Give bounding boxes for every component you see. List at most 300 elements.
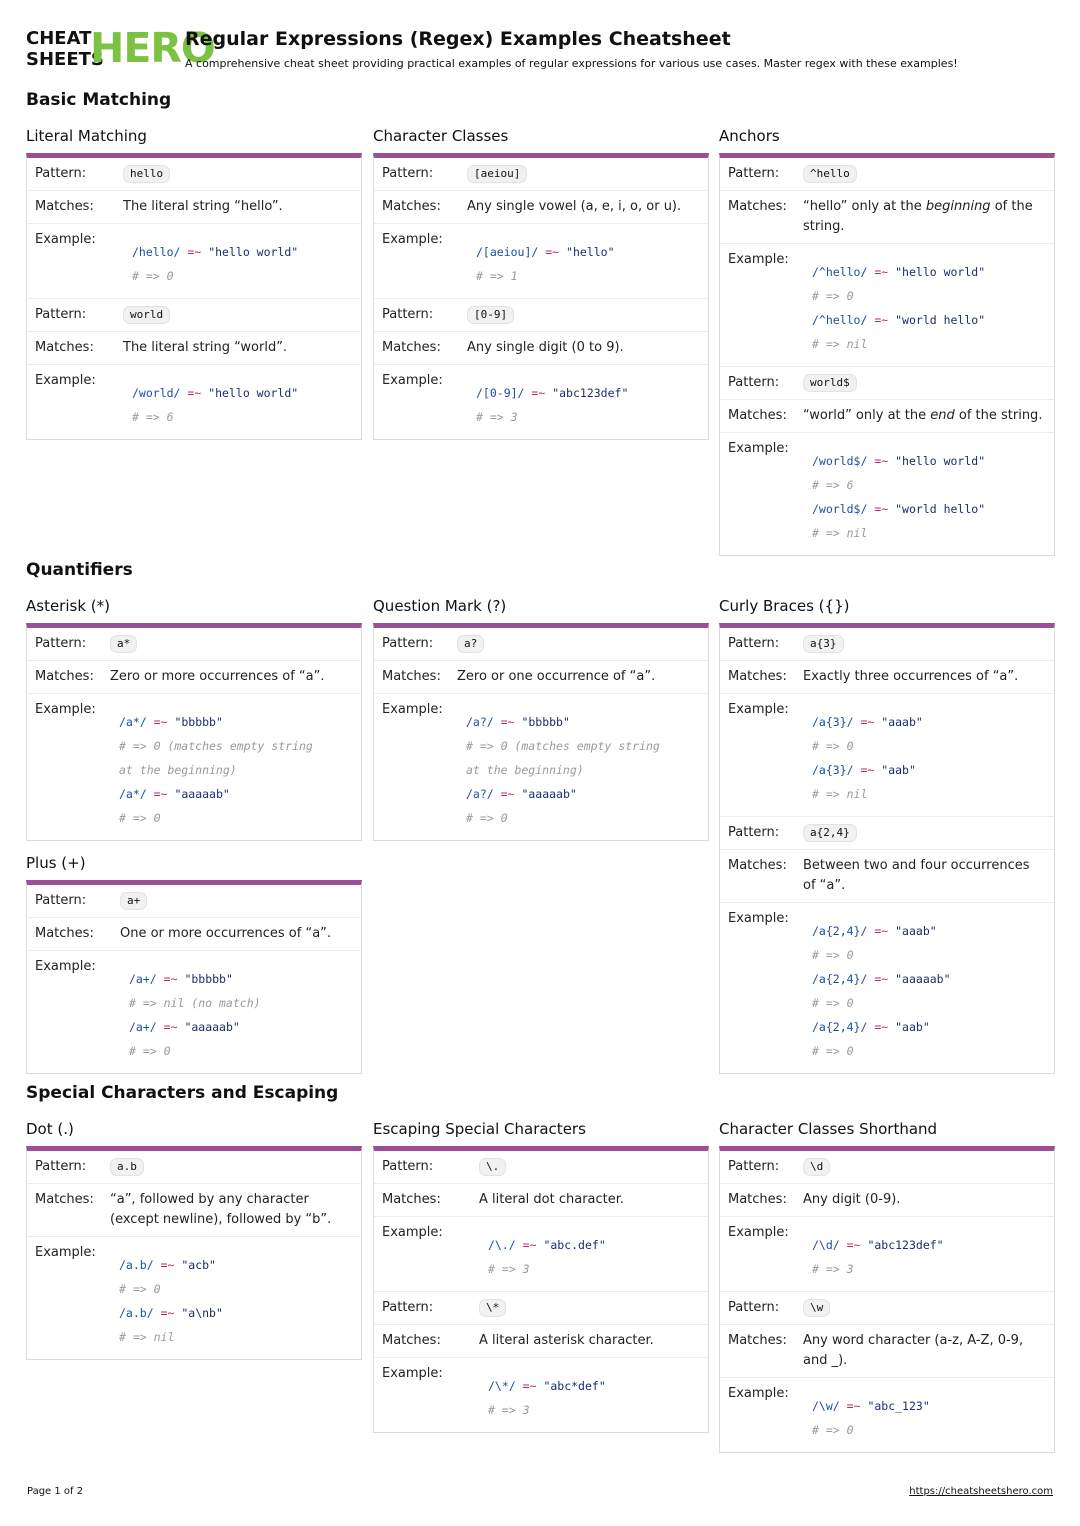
pattern-row — [720, 1291, 1054, 1324]
example-comment-line: # => 6 — [132, 410, 174, 424]
card-body — [26, 880, 362, 1074]
pattern-code[interactable]: [0-9] — [467, 306, 514, 324]
card-title: Character Classes Shorthand — [719, 1120, 938, 1138]
pattern-code[interactable]: ^hello — [803, 165, 857, 183]
card-body — [373, 1146, 709, 1433]
test-string: "aaaaab" — [174, 787, 230, 801]
match-operator: =~ — [874, 313, 889, 327]
card-body — [26, 1146, 362, 1360]
example-comment-line: # => 0 — [812, 996, 854, 1010]
match-operator: =~ — [531, 386, 546, 400]
example-comment-line: # => nil — [119, 1330, 175, 1344]
regex-literal: /a*/ — [119, 715, 147, 729]
site-link[interactable]: https://cheatsheetshero.com — [909, 1486, 1053, 1497]
regex-literal: /[aeiou]/ — [476, 245, 539, 259]
matches-text: A literal dot character. — [479, 1192, 625, 1207]
pattern-label: Pattern: — [35, 1159, 87, 1174]
example-row — [720, 1377, 1054, 1452]
match-operator: =~ — [874, 502, 889, 516]
example-code-line — [812, 762, 1046, 778]
test-string: "aaaaab" — [521, 787, 577, 801]
example-comment-line: # => 0 — [129, 1044, 171, 1058]
match-operator: =~ — [500, 787, 515, 801]
matches-row — [27, 1183, 361, 1236]
example-code-block — [803, 714, 1046, 802]
example-row — [720, 243, 1054, 366]
example-label: Example: — [728, 441, 789, 456]
regex-literal: /a{2,4}/ — [812, 924, 868, 938]
pattern-value — [479, 1298, 700, 1318]
pattern-code[interactable]: \* — [479, 1299, 506, 1317]
example-row — [374, 693, 708, 840]
matches-text: A literal asterisk character. — [479, 1333, 654, 1348]
example-row — [374, 1216, 708, 1291]
matches-row — [374, 660, 708, 693]
example-comment-line: at the beginning) — [119, 763, 237, 777]
example-code-line — [132, 385, 353, 401]
matches-text: Zero or one occurrence of “a”. — [457, 669, 656, 684]
page-title: Regular Expressions (Regex) Examples Cheatsheet — [185, 28, 731, 50]
matches-row — [374, 190, 708, 223]
pattern-label: Pattern: — [728, 1300, 780, 1315]
pattern-code[interactable]: a{3} — [803, 635, 844, 653]
matches-row — [27, 917, 361, 950]
pattern-row — [374, 298, 708, 331]
example-code-block — [803, 264, 1046, 352]
pattern-code[interactable]: a? — [457, 635, 484, 653]
pattern-value — [120, 891, 353, 911]
card-dot — [26, 1118, 362, 1360]
match-operator: =~ — [846, 1399, 861, 1413]
match-operator: =~ — [163, 1020, 178, 1034]
match-operator: =~ — [163, 972, 178, 986]
example-code-line — [812, 453, 1046, 469]
example-code-line — [129, 1019, 353, 1035]
example-code-line — [812, 971, 1046, 987]
regex-literal: /a{2,4}/ — [812, 972, 868, 986]
matches-text: Exactly three occurrences of “a”. — [803, 669, 1019, 684]
example-row — [27, 693, 361, 840]
match-operator: =~ — [160, 1306, 175, 1320]
matches-label: Matches: — [35, 1192, 94, 1207]
matches-row — [374, 331, 708, 364]
example-comment-line: # => 3 — [476, 410, 518, 424]
matches-row — [27, 331, 361, 364]
example-comment-line: # => nil — [812, 526, 868, 540]
card-escaping — [373, 1118, 709, 1433]
example-code-block — [110, 1257, 353, 1345]
regex-literal: /world$/ — [812, 454, 868, 468]
regex-literal: /a{3}/ — [812, 715, 854, 729]
regex-literal: /\./ — [488, 1238, 516, 1252]
example-row — [27, 364, 361, 439]
example-comment-line: # => 1 — [476, 269, 518, 283]
example-code-line — [812, 1398, 1046, 1414]
test-string: "bbbbb" — [184, 972, 233, 986]
card-title: Asterisk (*) — [26, 597, 110, 615]
matches-text: Any single vowel (a, e, i, o, or u). — [467, 199, 682, 214]
example-code-block — [120, 971, 353, 1059]
example-code-line — [132, 244, 353, 260]
pattern-label: Pattern: — [728, 166, 780, 181]
pattern-row — [27, 885, 361, 917]
match-operator: =~ — [522, 1238, 537, 1252]
regex-literal: /world/ — [132, 386, 181, 400]
card-title: Literal Matching — [26, 127, 147, 145]
example-code-block — [803, 453, 1046, 541]
matches-label: Matches: — [728, 199, 787, 214]
example-comment-line: # => 0 — [812, 739, 854, 753]
pattern-code[interactable]: hello — [123, 165, 170, 183]
test-string: "abc123def" — [867, 1238, 944, 1252]
pattern-row — [720, 816, 1054, 849]
example-label: Example: — [35, 959, 96, 974]
matches-label: Matches: — [728, 858, 787, 873]
matches-text — [803, 197, 1046, 237]
regex-literal: /a*/ — [119, 787, 147, 801]
example-code-block — [479, 1378, 700, 1418]
example-code-line — [812, 1237, 1046, 1253]
pattern-row — [720, 158, 1054, 190]
example-row — [720, 432, 1054, 555]
test-string: "abc.def" — [543, 1238, 606, 1252]
test-string: "hello world" — [895, 454, 986, 468]
matches-text: The literal string “world”. — [123, 340, 288, 355]
test-string: "aab" — [881, 763, 916, 777]
card-body — [373, 153, 709, 440]
test-string: "aaaaab" — [895, 972, 951, 986]
example-code-line — [119, 714, 353, 730]
test-string: "abc123def" — [552, 386, 629, 400]
pattern-value — [457, 634, 700, 654]
pattern-code[interactable]: \. — [479, 1158, 506, 1176]
example-label: Example: — [382, 702, 443, 717]
card-title: Dot (.) — [26, 1120, 74, 1138]
regex-literal: /[0-9]/ — [476, 386, 525, 400]
pattern-value — [803, 823, 1046, 843]
matches-row — [27, 190, 361, 223]
matches-row — [720, 190, 1054, 243]
example-comment-line: # => nil — [812, 337, 868, 351]
example-code-line — [129, 971, 353, 987]
example-comment-line: # => 0 — [812, 948, 854, 962]
regex-literal: /\d/ — [812, 1238, 840, 1252]
example-code-line — [466, 714, 700, 730]
matches-row — [720, 399, 1054, 432]
pattern-code[interactable]: world — [123, 306, 170, 324]
example-code-block — [803, 1398, 1046, 1438]
pattern-value — [803, 1298, 1046, 1318]
regex-literal: /a{3}/ — [812, 763, 854, 777]
match-operator: =~ — [160, 1258, 175, 1272]
example-label: Example: — [35, 232, 96, 247]
matches-row — [720, 1183, 1054, 1216]
example-comment-line: # => 6 — [812, 478, 854, 492]
example-row — [374, 223, 708, 298]
match-operator: =~ — [545, 245, 560, 259]
example-code-line — [488, 1378, 700, 1394]
card-anchors — [719, 125, 1055, 556]
example-label: Example: — [728, 911, 789, 926]
pattern-label: Pattern: — [35, 893, 87, 908]
example-comment-line: # => 3 — [488, 1262, 530, 1276]
matches-label: Matches: — [35, 199, 94, 214]
example-code-block — [479, 1237, 700, 1277]
regex-literal: /^hello/ — [812, 313, 868, 327]
matches-row — [27, 660, 361, 693]
pattern-row — [374, 628, 708, 660]
regex-literal: /a.b/ — [119, 1258, 154, 1272]
pattern-label: Pattern: — [35, 307, 87, 322]
example-row — [374, 364, 708, 439]
test-string: "aab" — [895, 1020, 930, 1034]
example-label: Example: — [35, 702, 96, 717]
pattern-row — [374, 158, 708, 190]
match-operator: =~ — [187, 245, 202, 259]
match-operator: =~ — [874, 924, 889, 938]
example-code-line — [476, 244, 700, 260]
matches-label: Matches: — [728, 669, 787, 684]
pattern-label: Pattern: — [728, 825, 780, 840]
pattern-code[interactable]: world$ — [803, 374, 857, 392]
pattern-code[interactable]: \d — [803, 1158, 830, 1176]
match-operator: =~ — [874, 972, 889, 986]
example-comment-line: at the beginning) — [466, 763, 584, 777]
regex-literal: /^hello/ — [812, 265, 868, 279]
match-operator: =~ — [153, 787, 168, 801]
test-string: "world hello" — [895, 502, 986, 516]
matches-label: Matches: — [382, 669, 441, 684]
example-comment-line: # => 3 — [812, 1262, 854, 1276]
example-comment-line: # => 3 — [488, 1403, 530, 1417]
example-code-line — [466, 786, 700, 802]
matches-label: Matches: — [382, 199, 441, 214]
regex-literal: /a?/ — [466, 715, 494, 729]
example-row — [27, 223, 361, 298]
match-operator: =~ — [500, 715, 515, 729]
matches-text: “a”, followed by any character (except newline), followed by “b”. — [110, 1192, 332, 1227]
test-string: "a\nb" — [181, 1306, 223, 1320]
example-label: Example: — [728, 702, 789, 717]
matches-row — [720, 660, 1054, 693]
example-comment-line: # => 0 — [812, 1044, 854, 1058]
section-title-special-characters: Special Characters and Escaping — [26, 1083, 339, 1103]
matches-text-post: of the string. — [803, 199, 1033, 234]
example-code-block — [123, 385, 353, 425]
example-label: Example: — [382, 373, 443, 388]
logo-hero: HERO — [90, 24, 215, 72]
pattern-label: Pattern: — [382, 307, 434, 322]
example-code-line — [812, 923, 1046, 939]
matches-text-pre: “world” only at the — [803, 408, 931, 423]
regex-literal: /a+/ — [129, 1020, 157, 1034]
example-label: Example: — [382, 232, 443, 247]
matches-text: Zero or more occurrences of “a”. — [110, 669, 325, 684]
regex-literal: /\w/ — [812, 1399, 840, 1413]
regex-literal: /hello/ — [132, 245, 181, 259]
card-title: Escaping Special Characters — [373, 1120, 586, 1138]
matches-text — [803, 406, 1046, 426]
example-row — [720, 902, 1054, 1073]
test-string: "abc_123" — [867, 1399, 930, 1413]
pattern-label: Pattern: — [382, 636, 434, 651]
matches-text-post: of the string. — [954, 408, 1043, 423]
matches-label: Matches: — [728, 1192, 787, 1207]
card-asterisk — [26, 595, 362, 841]
example-code-block — [803, 1237, 1046, 1277]
pattern-label: Pattern: — [728, 636, 780, 651]
card-character-classes — [373, 125, 709, 440]
card-title: Curly Braces ({}) — [719, 597, 850, 615]
matches-text-emphasis: end — [930, 408, 955, 423]
pattern-value — [479, 1157, 700, 1177]
matches-row — [374, 1183, 708, 1216]
regex-literal: /a?/ — [466, 787, 494, 801]
matches-text: Any digit (0-9). — [803, 1192, 901, 1207]
example-comment-line: # => nil (no match) — [129, 996, 261, 1010]
example-comment-line: # => 0 (matches empty string — [119, 739, 313, 753]
example-label: Example: — [382, 1225, 443, 1240]
pattern-row — [374, 1291, 708, 1324]
card-curly-braces — [719, 595, 1055, 1074]
matches-label: Matches: — [35, 340, 94, 355]
match-operator: =~ — [874, 265, 889, 279]
pattern-label: Pattern: — [728, 1159, 780, 1174]
card-body — [719, 1146, 1055, 1453]
matches-row — [720, 1324, 1054, 1377]
pattern-value — [110, 634, 353, 654]
match-operator: =~ — [874, 1020, 889, 1034]
card-plus — [26, 852, 362, 1074]
example-comment-line: # => 0 — [132, 269, 174, 283]
match-operator: =~ — [187, 386, 202, 400]
example-code-line — [119, 1305, 353, 1321]
example-comment-line: # => 0 — [812, 289, 854, 303]
example-row — [720, 1216, 1054, 1291]
example-code-line — [488, 1237, 700, 1253]
pattern-value — [123, 305, 353, 325]
card-question-mark — [373, 595, 709, 841]
match-operator: =~ — [860, 715, 875, 729]
example-code-line — [812, 264, 1046, 280]
pattern-code[interactable]: \w — [803, 1299, 830, 1317]
example-code-line — [812, 714, 1046, 730]
logo-line-sheets: SHEETS — [26, 49, 104, 70]
example-row — [27, 950, 361, 1073]
matches-label: Matches: — [35, 926, 94, 941]
example-code-block — [110, 714, 353, 826]
pattern-value — [467, 305, 700, 325]
pattern-row — [27, 1151, 361, 1183]
matches-text-emphasis: beginning — [925, 199, 991, 214]
matches-label: Matches: — [35, 669, 94, 684]
matches-label: Matches: — [728, 1333, 787, 1348]
pattern-code[interactable]: a{2,4} — [803, 824, 857, 842]
test-string: "aaab" — [881, 715, 923, 729]
example-code-line — [812, 501, 1046, 517]
pattern-row — [27, 628, 361, 660]
pattern-row — [720, 1151, 1054, 1183]
match-operator: =~ — [153, 715, 168, 729]
test-string: "hello world" — [208, 245, 299, 259]
example-code-block — [457, 714, 700, 826]
section-title-basic-matching: Basic Matching — [26, 90, 172, 110]
pattern-value — [123, 164, 353, 184]
matches-text: Between two and four occurrences of “a”. — [803, 858, 1030, 893]
card-body — [719, 153, 1055, 556]
match-operator: =~ — [860, 763, 875, 777]
example-row — [27, 1236, 361, 1359]
example-code-line — [119, 1257, 353, 1273]
test-string: "bbbbb" — [521, 715, 570, 729]
card-title: Anchors — [719, 127, 780, 145]
example-code-line — [812, 312, 1046, 328]
example-code-block — [467, 244, 700, 284]
example-label: Example: — [728, 1225, 789, 1240]
example-comment-line: # => nil — [812, 787, 868, 801]
example-label: Example: — [382, 1366, 443, 1381]
pattern-value — [803, 164, 1046, 184]
example-comment-line: # => 0 — [119, 1282, 161, 1296]
card-literal-matching — [26, 125, 362, 440]
pattern-label: Pattern: — [728, 375, 780, 390]
matches-label: Matches: — [382, 1192, 441, 1207]
test-string: "hello world" — [895, 265, 986, 279]
regex-literal: /world$/ — [812, 502, 868, 516]
match-operator: =~ — [874, 454, 889, 468]
card-body — [26, 153, 362, 440]
card-title: Question Mark (?) — [373, 597, 507, 615]
matches-label: Matches: — [382, 1333, 441, 1348]
pattern-code[interactable]: a.b — [110, 1158, 144, 1176]
pattern-value — [803, 634, 1046, 654]
example-comment-line: # => 0 — [119, 811, 161, 825]
pattern-code[interactable]: [aeiou] — [467, 165, 527, 183]
matches-row — [374, 1324, 708, 1357]
example-code-block — [803, 923, 1046, 1059]
matches-text: Any word character (a-z, A-Z, 0-9, and _). — [803, 1333, 1024, 1368]
test-string: "bbbbb" — [174, 715, 223, 729]
example-comment-line: # => 0 — [812, 1423, 854, 1437]
pattern-value — [467, 164, 700, 184]
example-row — [374, 1357, 708, 1432]
matches-label: Matches: — [728, 408, 787, 423]
matches-text: One or more occurrences of “a”. — [120, 926, 332, 941]
cheatsheetshero-logo[interactable] — [26, 24, 215, 72]
logo-line-cheat: CHEAT — [26, 28, 92, 49]
page-subtitle: A comprehensive cheat sheet providing practical examples of regular expressions for various use cases. Master regex with these examples! — [185, 57, 958, 70]
regex-literal: /\*/ — [488, 1379, 516, 1393]
pattern-value — [803, 373, 1046, 393]
example-code-line — [119, 786, 353, 802]
pattern-label: Pattern: — [382, 1300, 434, 1315]
test-string: "abc*def" — [543, 1379, 606, 1393]
example-code-block — [123, 244, 353, 284]
pattern-label: Pattern: — [382, 1159, 434, 1174]
card-body — [26, 623, 362, 841]
match-operator: =~ — [522, 1379, 537, 1393]
pattern-label: Pattern: — [382, 166, 434, 181]
pattern-code[interactable]: a+ — [120, 892, 147, 910]
pattern-code[interactable]: a* — [110, 635, 137, 653]
example-comment-line: # => 0 — [466, 811, 508, 825]
example-label: Example: — [35, 373, 96, 388]
card-body — [373, 623, 709, 841]
test-string: "hello" — [566, 245, 615, 259]
test-string: "world hello" — [895, 313, 986, 327]
example-label: Example: — [35, 1245, 96, 1260]
pattern-row — [720, 366, 1054, 399]
